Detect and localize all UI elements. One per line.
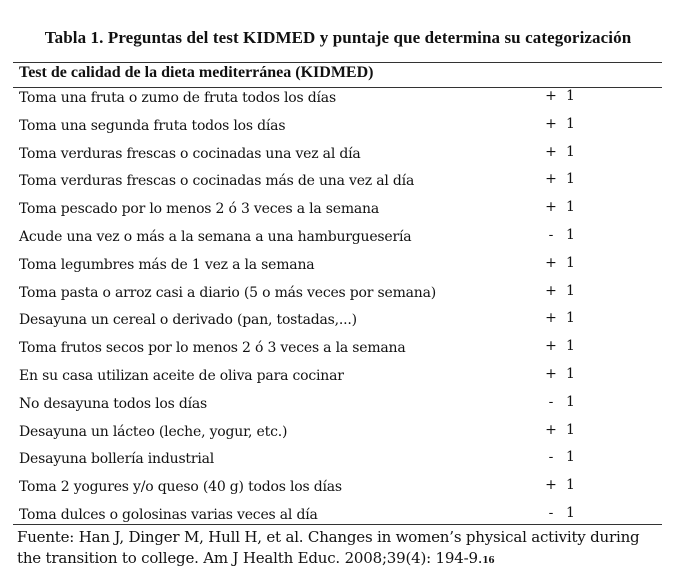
table-row bbox=[0, 338, 676, 366]
row-score: 1 bbox=[566, 115, 575, 132]
row-score: 1 bbox=[566, 254, 575, 271]
table-row bbox=[0, 366, 676, 394]
table-top-rule bbox=[13, 62, 662, 63]
row-item-text: En su casa utilizan aceite de oliva para cocinar bbox=[19, 367, 344, 384]
table-header: Test de calidad de la dieta mediterránea (KIDMED) bbox=[19, 64, 374, 81]
source-reference: 16 bbox=[482, 556, 495, 566]
row-sign: + bbox=[545, 338, 557, 355]
row-sign: + bbox=[545, 88, 557, 104]
row-item-text: Toma frutos secos por lo menos 2 ó 3 veces a la semana bbox=[19, 340, 406, 357]
table-row bbox=[0, 310, 676, 338]
row-score: 1 bbox=[566, 338, 575, 355]
row-sign: + bbox=[545, 254, 557, 271]
row-item-text: Desayuna un cereal o derivado (pan, tostadas,...) bbox=[19, 312, 357, 329]
row-sign: + bbox=[545, 115, 557, 132]
row-sign: - bbox=[548, 504, 554, 521]
row-item-text: No desayuna todos los días bbox=[19, 395, 208, 412]
row-item-text: Toma verduras frescas o cocinadas una vez al día bbox=[19, 145, 361, 162]
table-row bbox=[0, 116, 676, 144]
table-row bbox=[0, 283, 676, 311]
table-bottom-rule bbox=[13, 524, 662, 525]
row-item-text: Acude una vez o más a la semana a una hamburguesería bbox=[19, 228, 412, 245]
table-row bbox=[0, 227, 676, 255]
table-row bbox=[0, 255, 676, 283]
row-score: 1 bbox=[566, 226, 575, 243]
row-score: 1 bbox=[566, 282, 575, 299]
row-item-text: Toma una segunda fruta todos los días bbox=[19, 117, 286, 134]
row-sign: + bbox=[545, 199, 557, 216]
row-score: 1 bbox=[566, 199, 575, 216]
row-sign: + bbox=[545, 477, 557, 494]
row-sign: + bbox=[545, 282, 557, 299]
row-sign: + bbox=[545, 421, 557, 438]
row-sign: - bbox=[548, 393, 554, 410]
table-row bbox=[0, 477, 676, 505]
table-body bbox=[0, 88, 676, 533]
row-score: 1 bbox=[566, 449, 575, 466]
row-score: 1 bbox=[566, 477, 575, 494]
row-item-text: Toma legumbres más de 1 vez a la semana bbox=[19, 256, 315, 273]
row-item-text: Toma 2 yogures y/o queso (40 g) todos los días bbox=[19, 479, 342, 496]
row-score: 1 bbox=[566, 393, 575, 410]
row-score: 1 bbox=[566, 143, 575, 160]
row-score: 1 bbox=[566, 310, 575, 327]
table-row bbox=[0, 144, 676, 172]
row-sign: + bbox=[545, 310, 557, 327]
row-item-text: Toma pasta o arroz casi a diario (5 o más veces por semana) bbox=[19, 284, 437, 301]
row-score: 1 bbox=[566, 421, 575, 438]
row-item-text: Desayuna un lácteo (leche, yogur, etc.) bbox=[19, 423, 288, 440]
row-score: 1 bbox=[566, 504, 575, 521]
table-row bbox=[0, 199, 676, 227]
row-sign: + bbox=[545, 171, 557, 188]
table-row bbox=[0, 422, 676, 450]
table-source bbox=[17, 527, 667, 572]
table-row bbox=[0, 171, 676, 199]
table-row bbox=[0, 449, 676, 477]
row-item-text: Toma dulces o golosinas varias veces al día bbox=[19, 506, 318, 523]
row-item-text: Toma una fruta o zumo de fruta todos los días bbox=[19, 90, 336, 106]
row-score: 1 bbox=[566, 365, 575, 382]
row-sign: - bbox=[548, 226, 554, 243]
table-row bbox=[0, 394, 676, 422]
row-sign: + bbox=[545, 143, 557, 160]
table-caption: Tabla 1. Preguntas del test KIDMED y puntaje que determina su categorización bbox=[44, 28, 632, 47]
row-item-text: Toma verduras frescas o cocinadas más de una vez al día bbox=[19, 173, 415, 190]
source-text: Fuente: Han J, Dinger M, Hull H, et al. Changes in women’s physical activity during the transition to college. Am J Health Educ. 2008;39(4): 194-9. bbox=[17, 528, 640, 567]
table-row bbox=[0, 88, 676, 116]
row-sign: - bbox=[548, 449, 554, 466]
row-item-text: Desayuna bollería industrial bbox=[19, 451, 215, 468]
row-sign: + bbox=[545, 365, 557, 382]
row-item-text: Toma pescado por lo menos 2 ó 3 veces a la semana bbox=[19, 201, 380, 218]
row-score: 1 bbox=[566, 171, 575, 188]
row-score: 1 bbox=[566, 88, 575, 104]
